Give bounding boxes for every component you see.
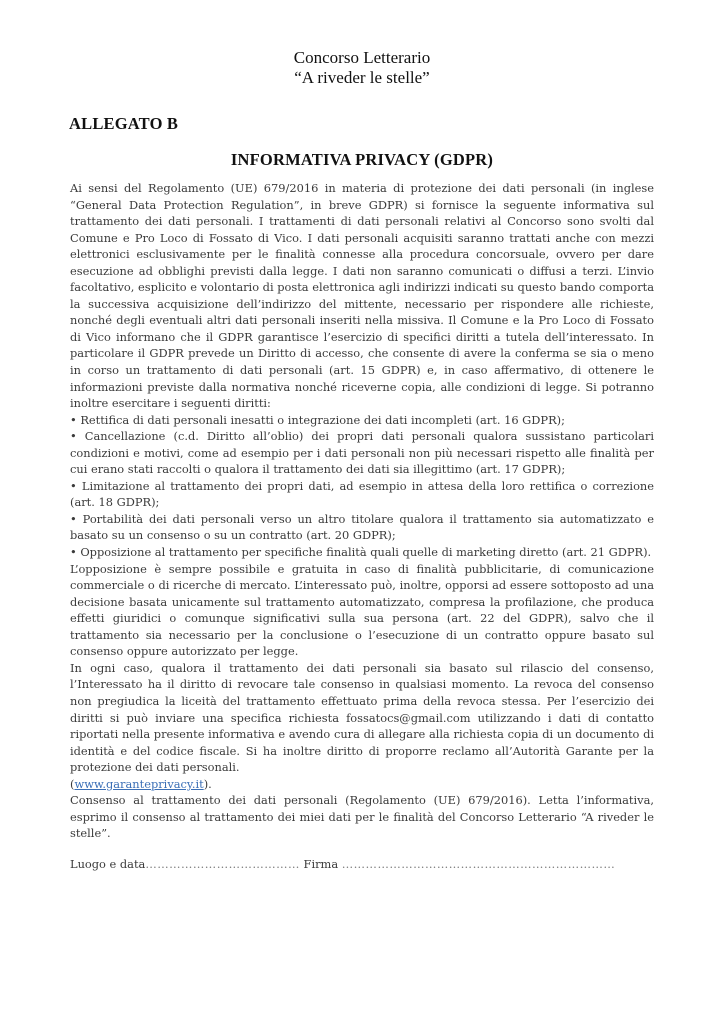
rights-list-item: • Limitazione al trattamento dei propri dati, ad esempio in attesa della loro rettifica o correzione (art. 18 GDPR); xyxy=(70,478,654,510)
place-date-label: Luogo e data xyxy=(70,857,146,871)
contest-subtitle: “A riveder le stelle” xyxy=(294,68,430,87)
rights-list-item: • Portabilità dei dati personali verso un altro titolare qualora il trattamento sia automatizzato e basato su un consenso o su un contratto (art. 20 GDPR); xyxy=(70,511,654,543)
consent-paragraph: Consenso al trattamento dei dati personali (Regolamento (UE) 679/2016). Letta l’informativa, esprimo il consenso al trattamento dei miei dati per le finalità del Concorso Letterario “A riveder le stelle”. xyxy=(70,793,654,841)
rights-list-item: • Rettifica di dati personali inesatti o integrazione dei dati incompleti (art. 16 GDPR); xyxy=(70,412,565,427)
page-title: INFORMATIVA PRIVACY (GDPR) xyxy=(230,150,494,169)
annex-label: ALLEGATO B xyxy=(69,114,179,133)
privacy-notice-body xyxy=(70,180,654,842)
opposition-paragraph: L’opposizione è sempre possibile e gratuita in caso di finalità pubblicitarie, di comunicazione commerciale o di ricerche di mercato. L’interessato può, inoltre, opporsi ad essere sottoposto ad una decisione basata unicamente sul trattamento automatizzato, compresa la profilazione, che produca effetti giuridici o comunque significativi sulla sua persona (art. 22 del GDPR), salvo che il trattamento sia necessario per la conclusione o l’esecuzione di un contratto oppure basato sul consenso oppure autorizzato per legge. xyxy=(70,561,654,659)
rights-list-item: • Opposizione al trattamento per specifiche finalità quali quelle di marketing diretto (art. 21 GDPR). xyxy=(70,545,652,560)
rights-list-item: • Cancellazione (c.d. Diritto all’oblio) dei propri dati personali qualora sussistano particolari condizioni e motivi, come ad esempio per i dati personali non più necessari rispetto alle finalità per cui erano stati raccolti o qualora il trattamento dei dati sia illegittimo (art. 17 GDPR); xyxy=(70,429,654,477)
signature-label: Firma xyxy=(303,857,339,871)
intro-paragraph: Ai sensi del Regolamento (UE) 679/2016 in materia di protezione dei dati personali (in inglese “General Data Protection Regulation”, in breve GDPR) si fornisce la seguente informativa sul trattamento dei dati personali. I trattamenti di dati personali relativi al Concorso sono svolti dal Comune e Pro Loco di Fossato di Vico. I dati personali acquisiti saranno trattati anche con mezzi elettronici esclusivamente per le finalità connesse alla procedura concorsuale, ovvero per dare esecuzione ad obblighi previsti dalla legge. I dati non saranno comunicati o diffusi a terzi. L’invio facoltativo, esplicito e volontario di posta elettronica agli indirizzi indicati su questo bando comporta la successiva acquisizione dell’indirizzo del mittente, necessario per rispondere alle richieste, nonché degli eventuali altri dati personali inseriti nella missiva. Il Comune e la Pro Loco di Fossato di Vico informano che il GDPR garantisce l’esercizio di specifici diritti a tutela dell’interessato. In particolare il GDPR prevede un Diritto di accesso, che consente di avere la conferma se sia o meno in corso un trattamento di dati personali (art. 15 GDPR) e, in caso affermativo, di ottenere le informazioni previste dalla normativa nonché riceverne copia, alle condizioni di legge. Si potranno inoltre esercitare i seguenti diritti: xyxy=(70,181,655,411)
place-date-field[interactable]: ………………………………… xyxy=(145,857,300,871)
link-open-paren: ( xyxy=(70,776,75,791)
revocation-paragraph: In ogni caso, qualora il trattamento dei dati personali sia basato sul rilascio del consenso, l’Interessato ha il diritto di revocare tale consenso in qualsiasi momento. La revoca del consenso non pregiudica la liceità del trattamento effettuato prima della revoca stessa. Per l’esercizio dei diritti si può inviare una specifica richiesta fossatocs@gmail.com utilizzando i dati di contatto riportati nella presente informativa e avendo cura di allegare alla richiesta copia di un documento di identità e del codice fiscale. Si ha inoltre diritto di proporre reclamo all’Autorità Garante per la protezione dei dati personali. xyxy=(70,660,654,775)
signature-line xyxy=(70,857,654,871)
contest-title: Concorso Letterario xyxy=(293,48,431,67)
garante-privacy-link[interactable]: www.garanteprivacy.it xyxy=(74,776,204,791)
signature-field[interactable]: …………………………………………………………… xyxy=(341,857,616,871)
garante-link-line xyxy=(70,776,654,793)
link-close-paren: ). xyxy=(203,776,212,791)
